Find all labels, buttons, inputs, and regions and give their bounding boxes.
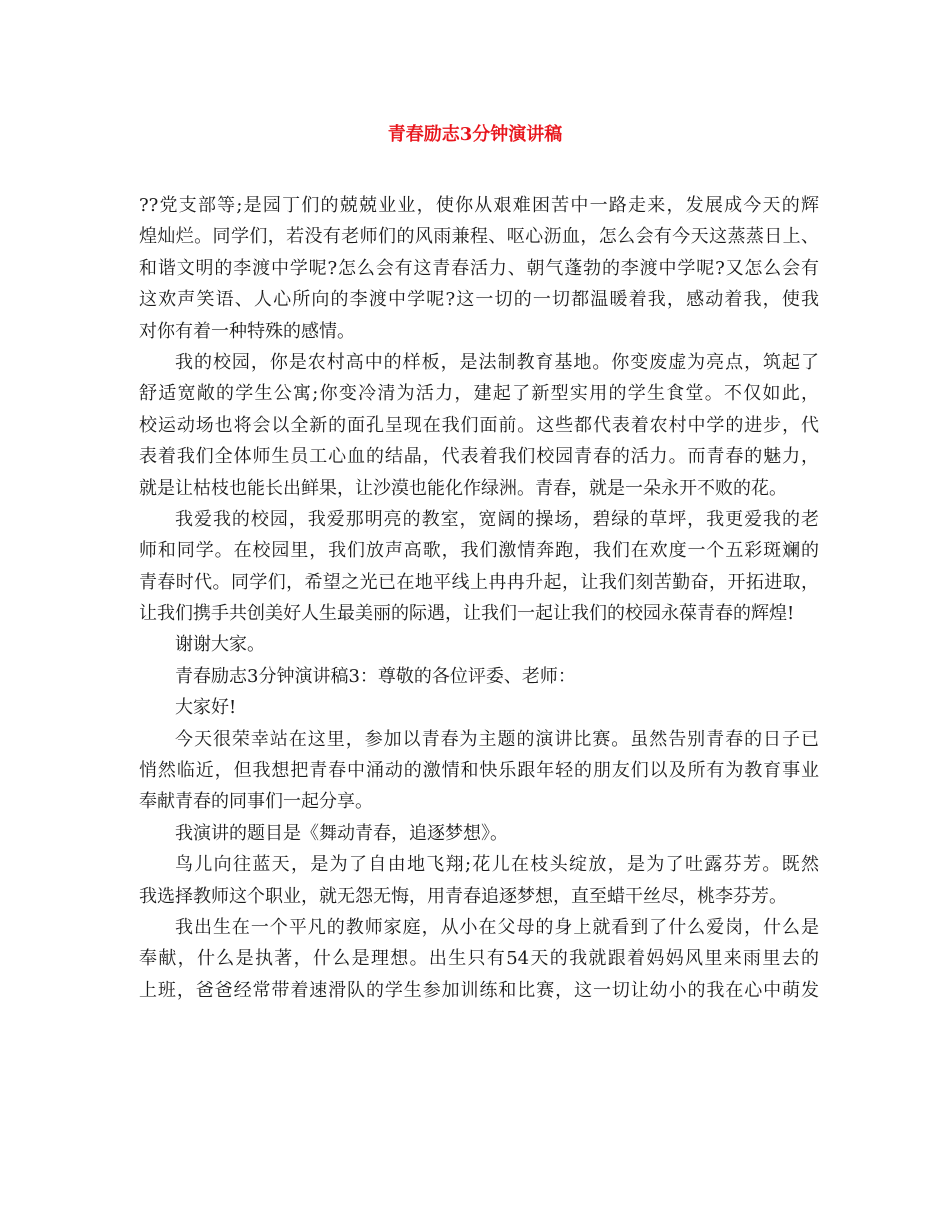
text-line: 今天很荣幸站在这里，参加以青春为主题的演讲比赛。虽然告别青春的日子已: [175, 728, 819, 750]
text-line: 青春时代。同学们，希望之光已在地平线上冉冉升起，让我们刻苦勤奋，开拓进取，: [139, 571, 819, 593]
document-body: [139, 190, 819, 1006]
text-line: 我出生在一个平凡的教师家庭，从小在父母的身上就看到了什么爱岗，什么是: [175, 916, 819, 938]
text-line: 奉献青春的同事们一起分享。: [139, 791, 373, 813]
text-line: 校运动场也将会以全新的面孔呈现在我们面前。这些都代表着农村中学的进步，代: [139, 414, 819, 436]
text-line: 我演讲的题目是《舞动青春，追逐梦想》。: [175, 822, 508, 844]
text-line: 悄然临近，但我想把青春中涌动的激情和快乐跟年轻的朋友们以及所有为教育事业: [139, 760, 819, 782]
text-line: 煌灿烂。同学们，若没有老师们的风雨兼程、呕心沥血，怎么会有今天这蒸蒸日上、: [139, 226, 819, 248]
document-title: 青春励志3分钟演讲稿: [387, 124, 563, 145]
text-line: 就是让枯枝也能长出鲜果，让沙漠也能化作绿洲。青春，就是一朵永开不败的花。: [139, 477, 787, 499]
text-line: 我爱我的校园，我爱那明亮的教室，宽阔的操场，碧绿的草坪，我更爱我的老: [175, 508, 819, 530]
text-line: 青春励志3分钟演讲稿3：尊敬的各位评委、老师：: [175, 665, 576, 687]
text-line: 谢谢大家。: [175, 634, 265, 656]
text-line: 让我们携手共创美好人生最美丽的际遇，让我们一起让我们的校园永葆青春的辉煌!: [139, 603, 795, 625]
text-line: ??党支部等;是园丁们的兢兢业业，使你从艰难困苦中一路走来，发展成今天的辉: [139, 195, 819, 216]
text-line: 大家好!: [175, 697, 237, 719]
text-line: 表着我们全体师生员工心血的结晶，代表着我们校园青春的活力。而青春的魅力，: [139, 446, 819, 468]
text-line: 我的校园，你是农村高中的样板，是法制教育基地。你变废虚为亮点，筑起了: [175, 351, 819, 373]
text-line: 师和同学。在校园里，我们放声高歌，我们激情奔跑，我们在欢度一个五彩斑斓的: [139, 540, 819, 562]
text-line: 我选择教师这个职业，就无怨无悔，用青春追逐梦想，直至蜡干丝尽，桃李芬芳。: [139, 885, 787, 907]
text-line: 这欢声笑语、人心所向的李渡中学呢?这一切的一切都温暖着我，感动着我，使我: [139, 289, 819, 311]
text-line: 对你有着一种特殊的感情。: [139, 320, 355, 342]
text-line: 奉献，什么是执著，什么是理想。出生只有54天的我就跟着妈妈风里来雨里去的: [139, 948, 819, 970]
text-line: 上班，爸爸经常带着速滑队的学生参加训练和比赛，这一切让幼小的我在心中萌发: [139, 979, 819, 1001]
text-line: 舒适宽敞的学生公寓;你变冷清为活力，建起了新型实用的学生食堂。不仅如此，: [139, 383, 819, 405]
text-line: 和谐文明的李渡中学呢?怎么会有这青春活力、朝气蓬勃的李渡中学呢?又怎么会有: [139, 257, 819, 279]
text-line: 鸟儿向往蓝天，是为了自由地飞翔;花儿在枝头绽放，是为了吐露芬芳。既然: [175, 854, 819, 876]
